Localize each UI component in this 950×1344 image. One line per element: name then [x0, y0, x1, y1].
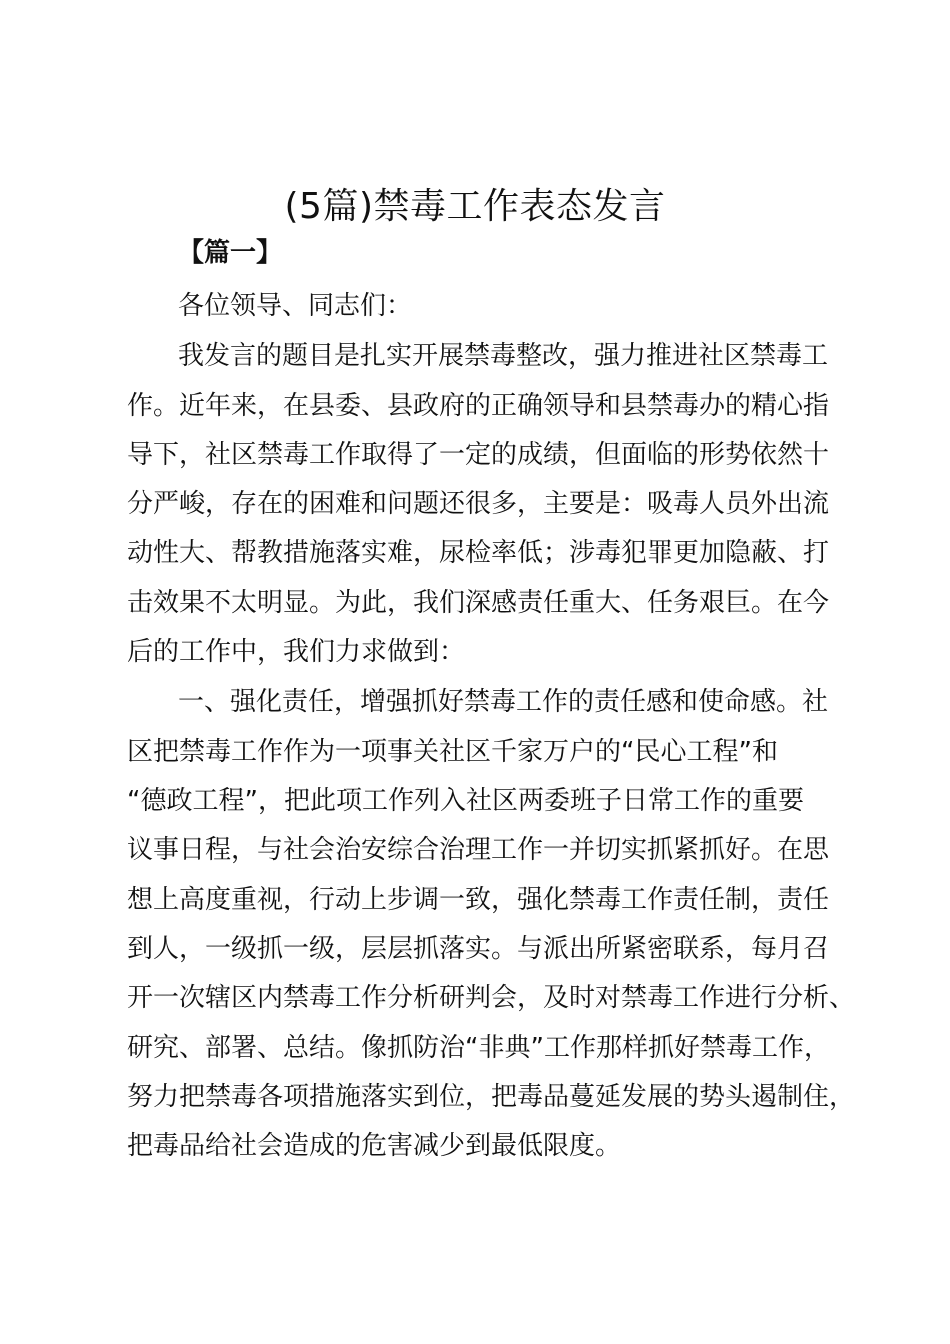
paragraph-line: 动性大、帮教措施落实难，尿检率低；涉毒犯罪更加隐蔽、打 [127, 538, 830, 568]
paragraph-line: 开一次辖区内禁毒工作分析研判会，及时对禁毒工作进行分析、 [127, 983, 856, 1013]
paragraph-line: 分严峻，存在的困难和问题还很多，主要是：吸毒人员外出流 [127, 489, 830, 519]
salutation: 各位领导、同志们： [178, 291, 413, 321]
document-title: (5篇)禁毒工作表态发言 [284, 186, 666, 227]
paragraph-line: 后的工作中，我们力求做到： [127, 637, 466, 667]
paragraph-line: 研究、部署、总结。像抓防治“非典”工作那样抓好禁毒工作， [127, 1033, 830, 1063]
paragraph-line: 一、强化责任，增强抓好禁毒工作的责任感和使命感。社 [178, 687, 829, 717]
paragraph-line: “德政工程”，把此项工作列入社区两委班子日常工作的重要 [127, 786, 804, 816]
paragraph-line: 努力把禁毒各项措施落实到位，把毒品蔓延发展的势头遏制住， [127, 1082, 856, 1112]
section-label: 【篇一】 [178, 238, 283, 268]
paragraph-line: 想上高度重视，行动上步调一致，强化禁毒工作责任制，责任 [127, 885, 830, 915]
paragraph-line: 议事日程，与社会治安综合治理工作一并切实抓紧抓好。在思 [127, 835, 830, 865]
paragraph-line: 导下，社区禁毒工作取得了一定的成绩，但面临的形势依然十 [127, 440, 830, 470]
paragraph-line: 把毒品给社会造成的危害减少到最低限度。 [127, 1131, 622, 1161]
paragraph-line: 区把禁毒工作作为一项事关社区千家万户的“民心工程”和 [127, 737, 778, 767]
paragraph-line: 到人，一级抓一级，层层抓落实。与派出所紧密联系，每月召 [127, 934, 830, 964]
paragraph-line: 作。近年来，在县委、县政府的正确领导和县禁毒办的精心指 [127, 391, 830, 421]
paragraph-line: 我发言的题目是扎实开展禁毒整改，强力推进社区禁毒工 [178, 341, 829, 371]
paragraph-line: 击效果不太明显。为此，我们深感责任重大、任务艰巨。在今 [127, 588, 830, 618]
